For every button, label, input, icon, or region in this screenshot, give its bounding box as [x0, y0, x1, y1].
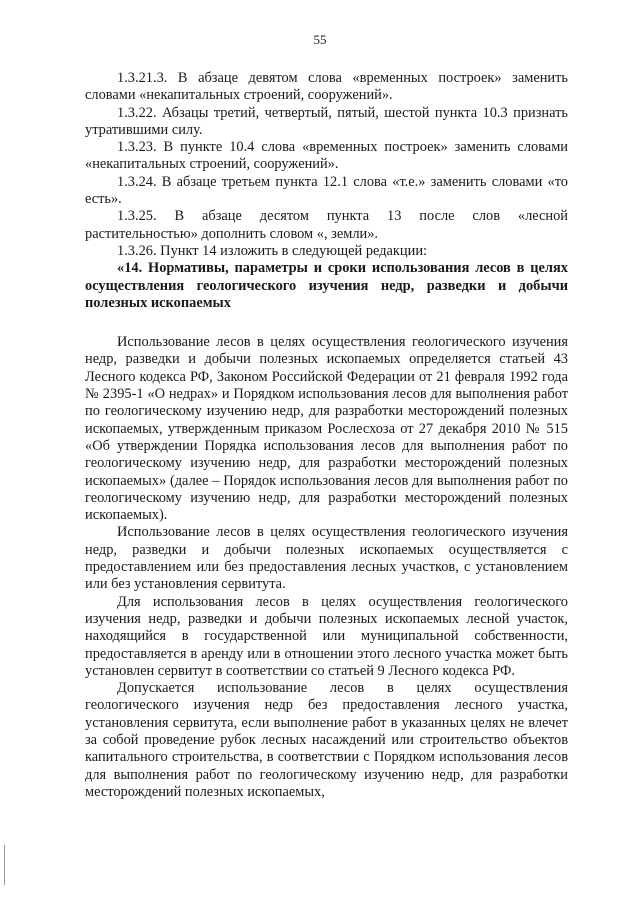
section-heading: «14. Нормативы, параметры и сроки использования лесов в целях осуществления геологического изучения недр, разведки и добычи полезных ископаемых	[85, 260, 568, 311]
page-number: 55	[313, 32, 327, 47]
body-paragraph: Для использования лесов в целях осуществления геологического изучения недр, разведки и добычи полезных ископаемых лесной участок, находящийся в государственной или муниципальной собственности, предоставляется в аренду или в отношении этого лесного участка может быть установлен сервитут в соответствии со статьей 9 Лесного кодекса РФ.	[85, 593, 568, 679]
amendment-1-3-23: 1.3.23. В пункте 10.4 слова «временных построек» заменить словами «некапитальных строений, сооружений».	[85, 139, 568, 173]
body-paragraph: Использование лесов в целях осуществления геологического изучения недр, разведки и добычи полезных ископаемых определяется статьей 43 Лесного кодекса РФ, Законом Российской Федерации от 21 февраля 1992 года № 2395-1 «О недрах» и Порядком использования лесов для выполнения работ по геологическому изучению недр, для разработки месторождений полезных ископаемых, утвержденным приказом Рослесхоза от 27 декабря 2010 № 515 «Об утверждении Порядка использования лесов для выполнения работ по геологическому изучению недр, для разработки месторождений полезных ископаемых» (далее – Порядок использования лесов для выполнения работ по геологическому изучению недр, для разработки месторождений полезных ископаемых).	[85, 334, 568, 524]
body-paragraph: Допускается использование лесов в целях осуществления геологического изучения недр без предоставления лесного участка, установления сервитута, если выполнение работ в указанных целях не влечет за собой проведение рубок лесных насаждений или строительство объектов капитального строительства, в соответствии с Порядком использования лесов для выполнения работ по геологическому изучению недр, для разработки месторождений полезных ископаемых,	[85, 680, 568, 800]
amendment-1-3-22: 1.3.22. Абзацы третий, четвертый, пятый, шестой пункта 10.3 признать утратившими силу.	[85, 104, 568, 138]
body-paragraph: Использование лесов в целях осуществления геологического изучения недр, разведки и добычи полезных ископаемых осуществляется с предоставлением или без предоставления лесных участков, с установлением или без установления сервитута.	[85, 524, 568, 593]
document-body	[85, 70, 568, 801]
amendment-1-3-24: 1.3.24. В абзаце третьем пункта 12.1 слова «т.е.» заменить словами «то есть».	[85, 173, 568, 208]
amendment-1-3-26: 1.3.26. Пункт 14 изложить в следующей редакции:	[117, 242, 428, 259]
scan-edge-mark	[4, 845, 5, 885]
amendment-1-3-21-3: 1.3.21.3. В абзаце девятом слова «временных построек» заменить словами «некапитальных строений, сооружений».	[85, 70, 568, 104]
amendment-1-3-25: 1.3.25. В абзаце десятом пункта 13 после слов «лесной растительностью» дополнить словом «, земли».	[85, 208, 568, 242]
